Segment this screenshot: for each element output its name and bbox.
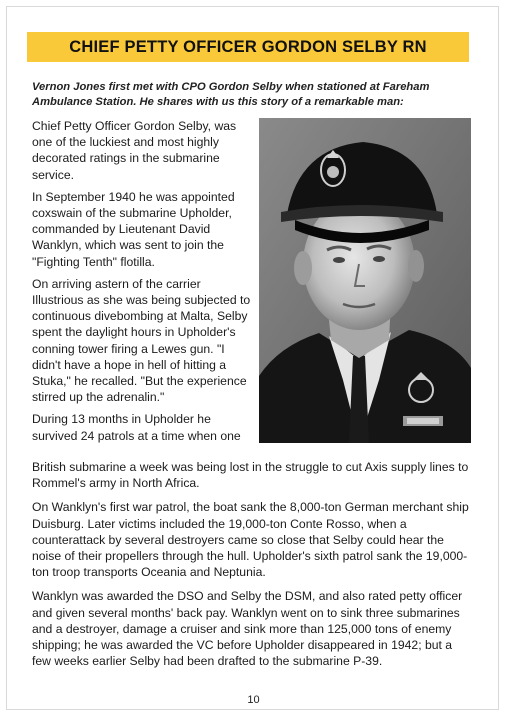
paragraph: During 13 months in Upholder he survived 24 patrols at a time when one — [32, 412, 241, 443]
left-column — [32, 118, 254, 444]
title-banner — [27, 32, 469, 62]
paragraph: Wanklyn was awarded the DSO and Selby the DSM, and also rated petty officer and given several months' back pay. Wanklyn went on to sink three submarines and a destroyer, damage a cruiser and sink more than 125,000 tons of enemy shipping; he was awarded the VC before Upholder disappeared in 1942; but a few weeks earlier Selby had been drafted to the submarine P-39. — [32, 589, 463, 669]
paragraph: On arriving astern of the carrier Illustrious as she was being subjected to continuous divebombing at Malta, Selby spent the daylight hours in Upholder's conning tower firing a Lewes gun. "I didn't have a hope in hell of hitting a Stuka," he recalled. "But the experience stirred up the adrenalin." — [32, 276, 251, 405]
article-title: CHIEF PETTY OFFICER GORDON SELBY RN — [69, 37, 427, 56]
paragraph: In September 1940 he was appointed coxswain of the submarine Upholder, commanded by Lieutenant David Wanklyn, which was sent to join the "Fighting Tenth" flotilla. — [32, 189, 235, 269]
page-number: 10 — [247, 694, 260, 706]
full-width-column — [32, 459, 470, 675]
portrait-photo — [259, 118, 471, 443]
paragraph: On Wanklyn's first war patrol, the boat sank the 8,000-ton German merchant ship Duisburg. Later victims included the 19,000-ton Conte Rosso, when a counterattack by several destroyers came so close that Selby could hear the noise of their propellers through the hull. Upholder's sixth patrol sank the 19,000-ton troop transports Oceania and Neptunia. — [32, 500, 469, 580]
paragraph: Chief Petty Officer Gordon Selby, was one of the luckiest and most highly decorated ratings in the submarine service. — [32, 119, 237, 182]
paragraph-continuation: British submarine a week was being lost in the struggle to cut Axis supply lines to Rommel's army in North Africa. — [32, 460, 469, 491]
intro-text: Vernon Jones first met with CPO Gordon Selby when stationed at Fareham Ambulance Station. He shares with us this story of a remarkable man: — [32, 81, 430, 108]
